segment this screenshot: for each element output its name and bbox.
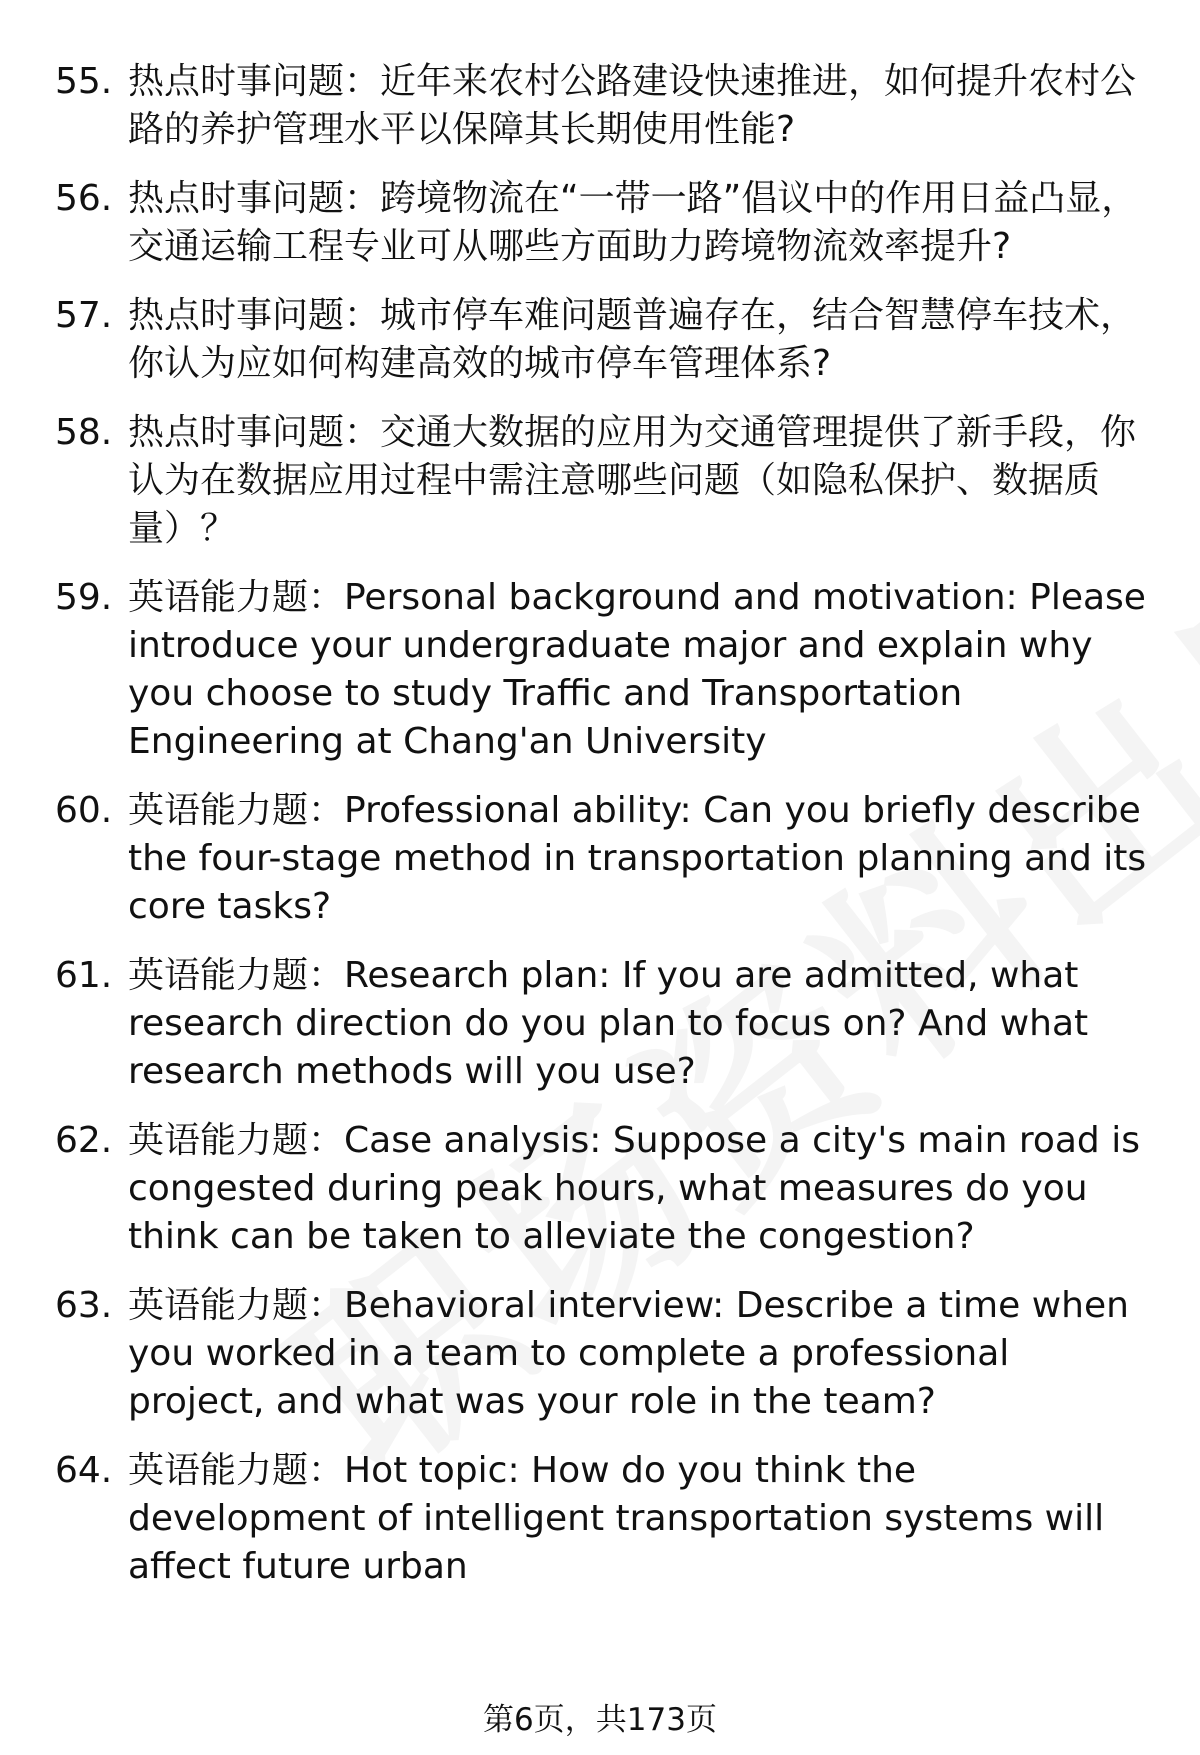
page-indicator: 第6页，共173页 — [483, 1702, 717, 1738]
question-text: 英语能力题：Personal background and motivation: Please introduce your undergraduate major and explain why you choose to study Traffic and Transportation Engineering at Chang'an University — [128, 577, 1146, 762]
question-item — [55, 1447, 1155, 1591]
question-text: 英语能力题：Research plan: If you are admitted, what research direction do you plan to focus on? And what research methods will you use? — [128, 955, 1089, 1092]
question-number: 63. — [55, 1285, 113, 1326]
question-number: 62. — [55, 1120, 113, 1161]
question-number: 57. — [55, 295, 113, 336]
question-item — [55, 1282, 1155, 1426]
question-text: 热点时事问题：交通大数据的应用为交通管理提供了新手段，你认为在数据应用过程中需注意哪些问题（如隐私保护、数据质量）？ — [128, 412, 1137, 549]
question-text: 热点时事问题：近年来农村公路建设快速推进，如何提升农村公路的养护管理水平以保障其长期使用性能? — [128, 61, 1137, 150]
question-number: 61. — [55, 955, 113, 996]
question-item — [55, 409, 1155, 553]
question-number: 59. — [55, 577, 113, 618]
question-item — [55, 292, 1155, 388]
question-number: 56. — [55, 178, 113, 219]
question-item — [55, 787, 1155, 931]
question-text: 热点时事问题：城市停车难问题普遍存在，结合智慧停车技术，你认为应如何构建高效的城市停车管理体系? — [128, 295, 1137, 384]
question-list — [55, 58, 1155, 1612]
question-text: 英语能力题：Hot topic: How do you think the development of intelligent transportation systems will affect future urban — [128, 1450, 1105, 1587]
question-text: 英语能力题：Behavioral interview: Describe a time when you worked in a team to complete a professional project, and what was your role in the team? — [128, 1285, 1129, 1422]
question-number: 64. — [55, 1450, 113, 1491]
question-number: 58. — [55, 412, 113, 453]
question-number: 55. — [55, 61, 113, 102]
question-item — [55, 58, 1155, 154]
question-text: 英语能力题：Case analysis: Suppose a city's main road is congested during peak hours, what measures do you think can be taken to alleviate the congestion? — [128, 1120, 1140, 1257]
question-text: 英语能力题：Professional ability: Can you briefly describe the four-stage method in transportation planning and its core tasks? — [128, 790, 1147, 927]
question-item — [55, 574, 1155, 766]
question-item — [55, 952, 1155, 1096]
question-item — [55, 175, 1155, 271]
question-number: 60. — [55, 790, 113, 831]
question-text: 热点时事问题：跨境物流在“一带一路”倡议中的作用日益凸显，交通运输工程专业可从哪些方面助力跨境物流效率提升? — [128, 178, 1138, 267]
question-item — [55, 1117, 1155, 1261]
